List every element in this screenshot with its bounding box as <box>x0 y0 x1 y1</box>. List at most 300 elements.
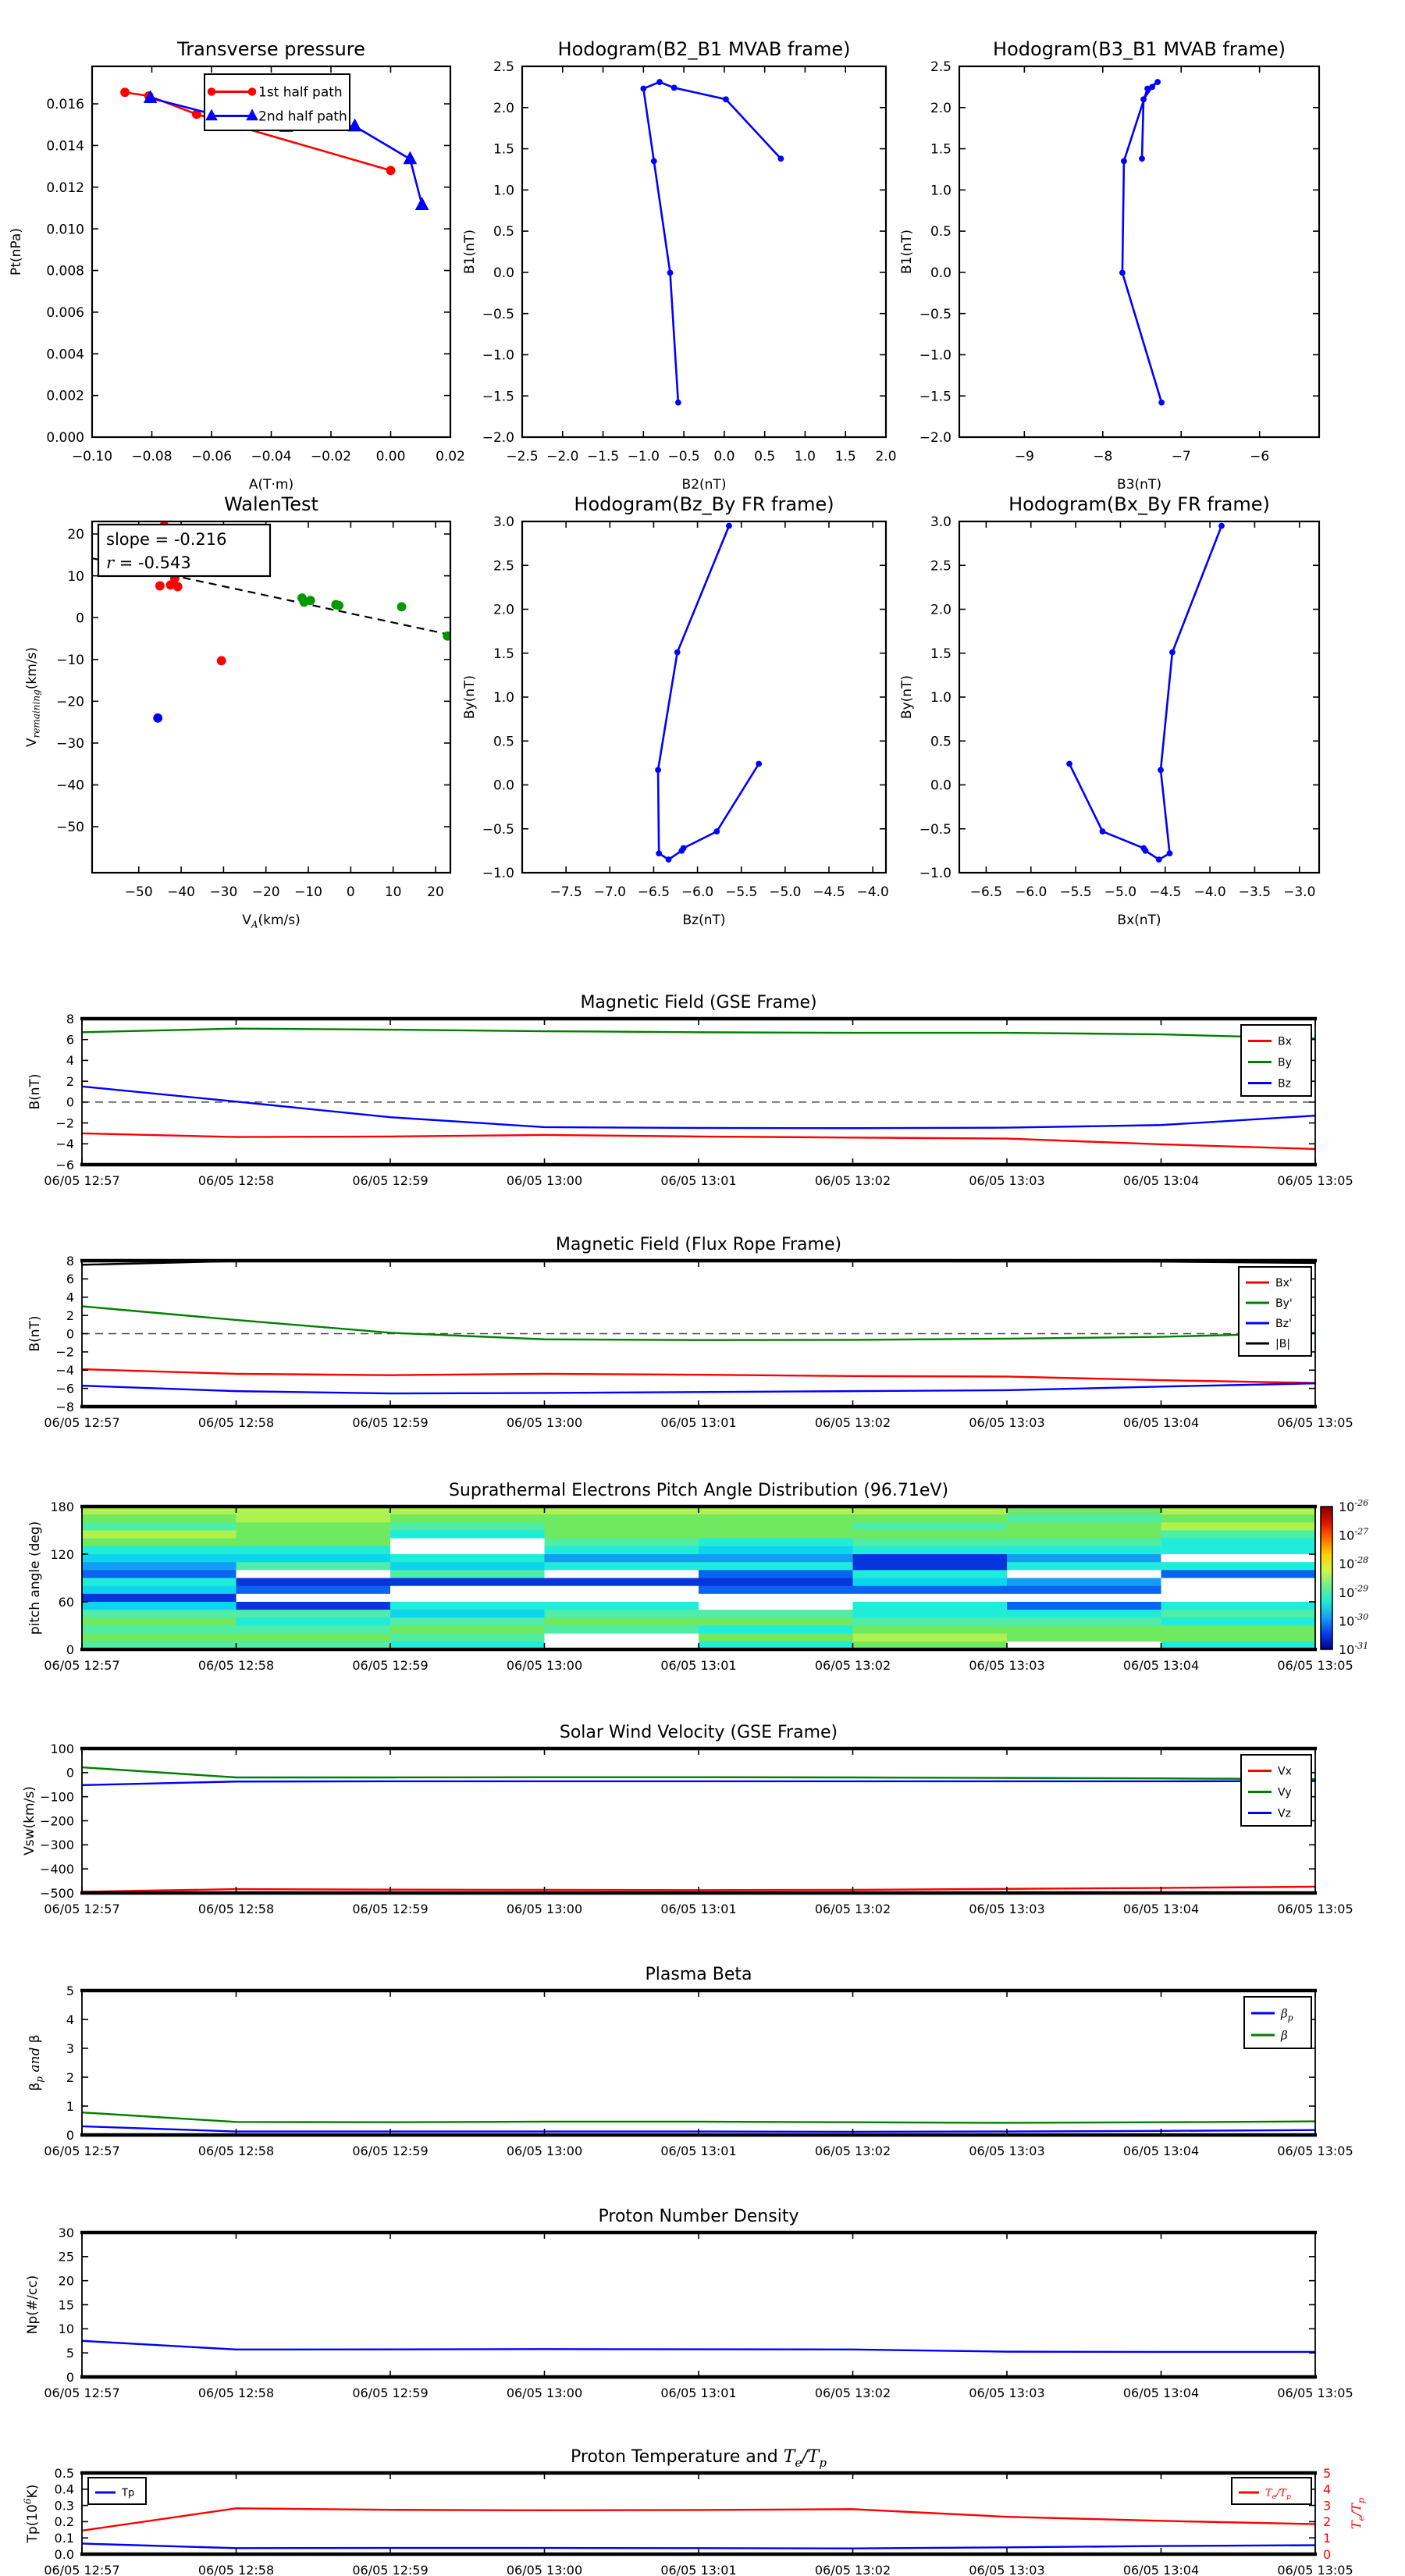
x-tick-label: −4.0 <box>1193 884 1226 900</box>
y-tick-label: 0.5 <box>930 224 951 240</box>
series-Bx' <box>82 1369 1315 1383</box>
y-tick-label: 4 <box>66 2012 74 2027</box>
y-tick-label: 0.4 <box>54 2482 74 2497</box>
y-tick-label: −200 <box>40 1813 74 1829</box>
y-tick-label: 0 <box>66 2369 74 2385</box>
x-tick-label: −0.5 <box>667 449 700 464</box>
y-axis-label: By(nT) <box>462 674 478 720</box>
x-tick-label: −0.02 <box>310 449 352 464</box>
x-axis-label: Bx(nT) <box>1117 913 1161 928</box>
y-tick-label: 2.5 <box>930 59 951 76</box>
y-tick-label: 1.5 <box>493 646 514 662</box>
y-tick-label: −1.0 <box>919 347 951 364</box>
y-tick-label: 1.5 <box>493 141 514 158</box>
x-tick-label: 06/05 12:59 <box>352 1173 429 1188</box>
y-tick-label: 0 <box>66 2127 74 2143</box>
x-tick-label: 06/05 13:05 <box>1277 1658 1353 1673</box>
y-tick-label: 2.5 <box>493 59 514 76</box>
x-axis-label: Bz(nT) <box>682 913 726 928</box>
x-tick-label: 06/05 13:00 <box>506 2144 583 2158</box>
x-tick-label: 06/05 13:04 <box>1122 1902 1200 1916</box>
legend <box>1232 2478 1311 2504</box>
heatmap-cells <box>82 1507 1316 1650</box>
y-tick-label: 0.3 <box>54 2498 74 2514</box>
plasma-beta <box>27 1965 1353 2158</box>
plot-title: Transverse pressure <box>177 38 365 60</box>
plot-title: Hodogram(B2_B1 MVAB frame) <box>557 38 851 60</box>
plot-title: Proton Number Density <box>598 2207 799 2226</box>
x-axis-label: $V_A(km/s)$ <box>242 913 301 930</box>
y-axis-label: $V_{remaining}(km/s)$ <box>24 646 42 748</box>
series-By' <box>82 1306 1315 1340</box>
y-tick-label: −30 <box>56 736 84 753</box>
y-tick-label: 0 <box>66 1094 74 1110</box>
x-tick-label: 06/05 13:00 <box>506 1902 583 1916</box>
y-axis-label: B1(nT) <box>899 229 915 274</box>
legend-label: $T_e/T_p$ <box>1265 2487 1291 2502</box>
legend <box>205 74 350 130</box>
y-tick-label: 0.002 <box>46 388 84 404</box>
x-tick-label: 06/05 13:01 <box>660 2386 737 2400</box>
hodogram-b3-b1 <box>899 38 1319 493</box>
x-tick-label: −0.06 <box>190 449 233 464</box>
x-tick-label: 06/05 13:04 <box>1122 1173 1200 1188</box>
y-tick-label: 0.1 <box>54 2530 74 2546</box>
x-tick-label: −8 <box>1093 449 1113 464</box>
x-tick-label: 06/05 13:04 <box>1122 1415 1200 1430</box>
x-tick-label: −7.5 <box>550 884 582 900</box>
x-tick-label: −30 <box>209 884 238 900</box>
legend-label: Vy <box>1278 1786 1292 1799</box>
y-tick-label: 10 <box>58 2322 74 2337</box>
y-tick-label: 180 <box>50 1499 74 1514</box>
y-tick-label: 30 <box>58 2225 74 2240</box>
x-tick-label: 06/05 13:02 <box>814 2563 891 2576</box>
legend <box>88 2478 146 2504</box>
x-tick-label: −0.10 <box>71 449 113 464</box>
x-tick-label: 06/05 12:58 <box>197 2386 275 2400</box>
legend <box>1241 1025 1311 1096</box>
y-tick-label: −1.5 <box>919 389 951 405</box>
series-Bx <box>82 1133 1315 1149</box>
y-tick-label: 0 <box>76 610 84 627</box>
x-tick-label: −2.0 <box>546 449 579 464</box>
x-tick-label: 06/05 12:57 <box>44 1658 120 1673</box>
x-tick-label: −3.5 <box>1238 884 1272 900</box>
solar-wind-velocity <box>22 1723 1353 1916</box>
y-tick-label: 0.008 <box>46 263 84 279</box>
plot-title: Magnetic Field (Flux Rope Frame) <box>555 1235 842 1254</box>
y-tick-label: 2.0 <box>493 100 514 116</box>
x-tick-label: 06/05 13:03 <box>969 2144 1045 2158</box>
x-tick-label: −5.0 <box>769 884 802 900</box>
plot-title: Suprathermal Electrons Pitch Angle Distribution (96.71eV) <box>448 1481 949 1500</box>
y-tick-label: 1.0 <box>930 690 951 706</box>
x-tick-label: 06/05 12:58 <box>197 1902 275 1916</box>
series-Te/Tp <box>82 2508 1315 2530</box>
x-axis-label: A(T·m) <box>248 477 294 493</box>
y-tick-label: −0.5 <box>919 306 951 322</box>
colorbar-tick-label: $10^{-27}$ <box>1339 1526 1369 1543</box>
y-tick-label: 0.0 <box>54 2546 74 2562</box>
x-tick-label: 0.0 <box>713 449 735 464</box>
series-B3_B1 <box>1122 82 1161 403</box>
x-tick-label: 06/05 12:59 <box>352 2563 429 2576</box>
x-tick-label: 06/05 12:59 <box>352 1415 429 1430</box>
x-tick-label: 06/05 13:05 <box>1277 1415 1353 1430</box>
y-tick-label: 0 <box>66 1765 74 1781</box>
colorbar <box>1321 1507 1332 1649</box>
y-tick-label: 2 <box>66 1073 74 1089</box>
y-tick-label: −20 <box>56 694 84 710</box>
y-tick-label: 0 <box>66 1642 74 1657</box>
walen-test <box>24 493 452 930</box>
y-tick-label: 1.0 <box>493 690 514 706</box>
x-tick-label: 06/05 12:57 <box>44 1415 120 1430</box>
x-tick-label: 06/05 12:58 <box>197 1415 275 1430</box>
series-Vz <box>82 1781 1315 1785</box>
y-tick-label: −2.0 <box>482 430 514 447</box>
y-tick-label: 0.0 <box>493 265 514 282</box>
hodogram-bz-by <box>462 493 889 928</box>
series-Tp <box>82 2543 1315 2548</box>
x-tick-label: 06/05 13:01 <box>660 1415 737 1430</box>
y-tick-label: 120 <box>50 1546 74 1562</box>
y-tick-label: 0.2 <box>54 2514 74 2530</box>
y-tick-label: 0.0 <box>493 777 514 794</box>
x-tick-label: 06/05 13:00 <box>506 1658 583 1673</box>
x-tick-label: 06/05 12:58 <box>197 1658 275 1673</box>
series-Bz' <box>82 1383 1315 1393</box>
x-tick-label: −7 <box>1171 449 1191 464</box>
y-axis-label: Vsw(km/s) <box>22 1786 37 1856</box>
y-tick-label: 0.010 <box>46 222 84 238</box>
hodogram-b2-b1 <box>462 38 897 493</box>
legend-label: Bx' <box>1275 1276 1293 1290</box>
legend-label: 2nd half path <box>258 109 347 125</box>
y-tick-label: −1.0 <box>482 866 514 882</box>
plot-title: Magnetic Field (GSE Frame) <box>580 993 817 1012</box>
y-tick-label: 10 <box>67 568 84 585</box>
y-tick-label: −1.5 <box>482 389 514 405</box>
y-tick-label: −50 <box>56 820 84 836</box>
magnetic-field-fr <box>27 1235 1353 1430</box>
y-tick-label: 0.5 <box>930 734 951 750</box>
y-tick-label: 3 <box>66 2041 74 2056</box>
x-tick-label: 06/05 12:58 <box>197 1173 275 1188</box>
y-tick-label: −0.5 <box>482 306 514 322</box>
legend-label: Bx <box>1278 1035 1292 1048</box>
x-tick-label: 06/05 13:04 <box>1122 1658 1200 1673</box>
x-tick-label: 06/05 12:59 <box>352 2386 429 2400</box>
x-tick-label: −9 <box>1014 449 1034 464</box>
plot-title: Solar Wind Velocity (GSE Frame) <box>559 1723 838 1742</box>
x-tick-label: 06/05 13:05 <box>1277 2144 1353 2158</box>
plot-title: Proton Temperature and $T_e/T_p$ <box>571 2447 827 2470</box>
x-tick-label: 06/05 13:02 <box>814 1415 891 1430</box>
x-tick-label: 1.5 <box>834 449 856 464</box>
y-tick-label: −0.5 <box>482 821 514 838</box>
series-Np <box>82 2341 1315 2352</box>
x-tick-label: 06/05 13:05 <box>1277 1902 1353 1916</box>
legend-label: |B| <box>1275 1337 1291 1350</box>
y-tick-label: −2 <box>55 1115 74 1131</box>
y-tick-label: 0.5 <box>54 2465 74 2481</box>
x-tick-label: −5.5 <box>725 884 758 900</box>
series-Bx_By <box>1069 526 1222 860</box>
y-tick-label: 2.0 <box>930 100 951 116</box>
x-tick-label: −6.5 <box>637 884 670 900</box>
y-tick-label: 15 <box>58 2297 74 2313</box>
y-tick-label: 1.5 <box>930 646 951 662</box>
x-tick-label: 0.5 <box>754 449 776 464</box>
hodogram-bx-by <box>899 493 1319 928</box>
series-Bz_By <box>658 526 759 860</box>
y-tick-label: 6 <box>66 1272 74 1287</box>
x-tick-label: 06/05 12:59 <box>352 1902 429 1916</box>
y-tick-label: 3.0 <box>930 514 951 531</box>
legend-label: Bz <box>1278 1077 1291 1091</box>
x-tick-label: 06/05 13:02 <box>814 2144 891 2158</box>
x-tick-label: 1.0 <box>794 449 816 464</box>
x-tick-label: 06/05 13:00 <box>506 1415 583 1430</box>
x-tick-label: 06/05 13:03 <box>969 1173 1045 1188</box>
y-axis-label: $Tp(10^6K)$ <box>22 2484 41 2543</box>
x-tick-label: 06/05 13:02 <box>814 1173 891 1188</box>
y-tick-label: −500 <box>40 1885 74 1901</box>
proton-temperature <box>22 2447 1366 2576</box>
x-tick-label: 2.0 <box>875 449 897 464</box>
x-tick-label: 06/05 12:57 <box>44 2386 120 2400</box>
y-tick-label: 0.5 <box>493 224 514 240</box>
x-tick-label: 06/05 13:01 <box>660 2144 737 2158</box>
magnetic-field-gse <box>27 993 1353 1188</box>
y-tick-label: 2.0 <box>930 602 951 618</box>
x-tick-label: 06/05 12:57 <box>44 2563 120 2576</box>
annotation-line: slope = -0.216 <box>106 530 227 549</box>
right-tick-label: 3 <box>1323 2498 1332 2514</box>
x-tick-label: 0.02 <box>436 449 465 464</box>
x-tick-label: 06/05 13:02 <box>814 1658 891 1673</box>
x-tick-label: 06/05 12:57 <box>44 2144 120 2158</box>
x-tick-label: 06/05 13:00 <box>506 2386 583 2400</box>
x-tick-label: 10 <box>384 884 402 900</box>
y-tick-label: 2 <box>66 2069 74 2085</box>
legend-label: By' <box>1275 1297 1293 1310</box>
series-beta <box>82 2112 1315 2122</box>
x-tick-label: 06/05 13:03 <box>969 1415 1045 1430</box>
y-tick-label: 20 <box>67 527 84 543</box>
right-tick-label: 2 <box>1323 2514 1332 2530</box>
y-tick-label: 0.004 <box>46 347 84 363</box>
x-tick-label: 06/05 12:58 <box>197 2144 275 2158</box>
x-axis-label: B3(nT) <box>1117 477 1161 493</box>
y-tick-label: −2 <box>55 1344 74 1360</box>
x-tick-label: 06/05 13:03 <box>969 1658 1045 1673</box>
x-tick-label: 06/05 13:03 <box>969 2563 1045 2576</box>
y-tick-label: 6 <box>66 1032 74 1048</box>
y-tick-label: −100 <box>40 1789 74 1805</box>
plot-title: Hodogram(B3_B1 MVAB frame) <box>993 38 1286 60</box>
legend <box>1239 1267 1311 1356</box>
y-tick-label: 2.5 <box>493 558 514 575</box>
colorbar-tick-label: $10^{-29}$ <box>1339 1583 1369 1600</box>
legend-label: Vz <box>1278 1807 1291 1820</box>
x-tick-label: 06/05 13:03 <box>969 2386 1045 2400</box>
x-tick-label: 06/05 13:02 <box>814 1902 891 1916</box>
y-axis-label: B(nT) <box>27 1073 43 1110</box>
legend-label: Vx <box>1278 1765 1292 1778</box>
x-tick-label: 06/05 13:04 <box>1122 2386 1200 2400</box>
x-tick-label: 06/05 13:05 <box>1277 2563 1353 2576</box>
legend-label: β <box>1281 2028 1288 2043</box>
y-tick-label: −4 <box>55 1137 74 1152</box>
x-tick-label: −4.5 <box>813 884 845 900</box>
y-tick-label: 0.006 <box>46 305 84 322</box>
y-tick-label: 0.012 <box>46 180 84 196</box>
y-axis-label: B(nT) <box>27 1315 43 1352</box>
y-tick-label: −6 <box>55 1157 74 1172</box>
right-tick-label: 4 <box>1323 2482 1332 2497</box>
y-tick-label: 1 <box>66 2098 74 2114</box>
y-tick-label: 0 <box>66 1326 74 1342</box>
y-axis-label: Pt(nPa) <box>9 228 24 276</box>
y-axis-label: $\beta_p$ and β <box>27 2034 45 2091</box>
y-tick-label: 1.0 <box>930 183 951 199</box>
y-tick-label: 20 <box>58 2273 74 2289</box>
x-tick-label: 20 <box>427 884 444 900</box>
x-tick-label: −1.5 <box>586 449 620 464</box>
x-axis-label: B2(nT) <box>681 477 727 493</box>
right-tick-label: 5 <box>1323 2465 1332 2481</box>
y-tick-label: −8 <box>55 1399 74 1414</box>
y-tick-label: 25 <box>58 2249 74 2265</box>
x-tick-label: 06/05 12:59 <box>352 1658 429 1673</box>
x-tick-label: 06/05 13:00 <box>506 1173 583 1188</box>
y-axis-label: By(nT) <box>899 674 915 720</box>
y-tick-label: 3.0 <box>493 514 514 531</box>
x-tick-label: −10 <box>294 884 322 900</box>
x-tick-label: 06/05 12:57 <box>44 1173 120 1188</box>
colorbar-tick-label: $10^{-31}$ <box>1339 1640 1369 1657</box>
y-tick-label: 0.000 <box>46 430 84 447</box>
y-tick-label: −6 <box>55 1381 74 1397</box>
x-tick-label: 06/05 13:05 <box>1277 1173 1353 1188</box>
y-tick-label: −0.5 <box>919 821 951 838</box>
x-tick-label: 06/05 13:04 <box>1122 2144 1200 2158</box>
x-tick-label: 06/05 13:05 <box>1277 2386 1353 2400</box>
x-tick-label: −5.0 <box>1104 884 1137 900</box>
right-tick-label: 0 <box>1323 2546 1332 2562</box>
y-tick-label: 5 <box>66 1983 74 1998</box>
legend-label: 1st half path <box>258 84 343 101</box>
plot-title: WalenTest <box>224 493 318 515</box>
series-Vy <box>82 1767 1315 1779</box>
x-tick-label: −3.0 <box>1283 884 1316 900</box>
y-tick-label: 60 <box>58 1594 74 1610</box>
x-tick-label: 06/05 13:01 <box>660 1658 737 1673</box>
transverse-pressure <box>9 38 465 493</box>
colorbar-tick-label: $10^{-28}$ <box>1339 1555 1369 1572</box>
y-tick-label: −1.0 <box>482 347 514 364</box>
y-tick-label: 0.5 <box>493 734 514 750</box>
x-tick-label: −1.0 <box>627 449 660 464</box>
x-tick-label: 0.00 <box>375 449 406 464</box>
plot-title: Hodogram(Bz_By FR frame) <box>574 493 834 515</box>
right-tick-label: 1 <box>1323 2530 1332 2546</box>
y-tick-label: 4 <box>66 1290 74 1305</box>
y-tick-label: 8 <box>66 1011 74 1026</box>
x-tick-label: −6.0 <box>1015 884 1048 900</box>
x-tick-label: 06/05 12:57 <box>44 1902 120 1916</box>
x-tick-label: −20 <box>251 884 280 900</box>
x-tick-label: −50 <box>124 884 153 900</box>
proton-number-density <box>25 2207 1353 2400</box>
x-tick-label: 06/05 13:03 <box>969 1902 1045 1916</box>
y-tick-label: 1.5 <box>930 141 951 158</box>
pitch-angle-heatmap <box>27 1481 1368 1673</box>
x-tick-label: −0.08 <box>131 449 173 464</box>
right-axis-label: $T_e/T_p$ <box>1349 2497 1367 2530</box>
y-tick-label: 0.0 <box>930 777 951 794</box>
y-tick-label: −300 <box>40 1838 74 1853</box>
x-tick-label: 06/05 13:01 <box>660 2563 737 2576</box>
y-tick-label: −40 <box>56 777 84 794</box>
y-axis-label: Np(#/cc) <box>25 2275 41 2335</box>
y-axis-label: pitch angle (deg) <box>27 1521 43 1635</box>
x-tick-label: 0 <box>346 884 355 900</box>
series-Bz <box>82 1087 1315 1128</box>
x-tick-label: 06/05 13:02 <box>814 2386 891 2400</box>
y-tick-label: 5 <box>66 2345 74 2361</box>
y-tick-label: 2 <box>66 1308 74 1323</box>
y-tick-label: 100 <box>50 1741 74 1756</box>
series-By <box>82 1029 1315 1039</box>
y-tick-label: −4 <box>55 1363 74 1379</box>
x-tick-label: −6 <box>1250 449 1270 464</box>
y-tick-label: −2.0 <box>919 430 951 447</box>
y-tick-label: 2.0 <box>493 602 514 618</box>
x-tick-label: 06/05 12:58 <box>197 2563 275 2576</box>
colorbar-tick-label: $10^{-30}$ <box>1339 1612 1369 1629</box>
x-tick-label: −4.5 <box>1149 884 1182 900</box>
x-tick-label: −4.0 <box>856 884 889 900</box>
x-tick-label: −6.0 <box>681 884 714 900</box>
y-tick-label: −400 <box>40 1861 74 1877</box>
y-tick-label: 1.0 <box>493 183 514 199</box>
annotation-line: r = -0.543 <box>106 553 191 572</box>
legend-label: By <box>1278 1056 1292 1069</box>
plot-title: Hodogram(Bx_By FR frame) <box>1008 493 1270 515</box>
x-tick-label: −2.5 <box>506 449 539 464</box>
x-tick-label: −6.5 <box>969 884 1003 900</box>
legend-label: $\beta_p$ <box>1281 2006 1293 2023</box>
x-tick-label: −5.5 <box>1059 884 1092 900</box>
y-tick-label: −1.0 <box>919 866 951 882</box>
legend <box>1241 1755 1311 1826</box>
x-tick-label: 06/05 12:59 <box>352 2144 429 2158</box>
x-tick-label: 06/05 13:04 <box>1122 2563 1200 2576</box>
x-tick-label: −0.04 <box>251 449 292 464</box>
y-tick-label: 8 <box>66 1253 74 1268</box>
x-tick-label: 06/05 13:00 <box>506 2563 583 2576</box>
x-tick-label: 06/05 13:01 <box>660 1173 737 1188</box>
y-tick-label: 2.5 <box>930 558 951 575</box>
y-tick-label: −10 <box>56 652 84 668</box>
x-tick-label: 06/05 13:01 <box>660 1902 737 1916</box>
legend-label: Tp <box>122 2487 135 2500</box>
y-tick-label: 0.016 <box>46 97 84 113</box>
